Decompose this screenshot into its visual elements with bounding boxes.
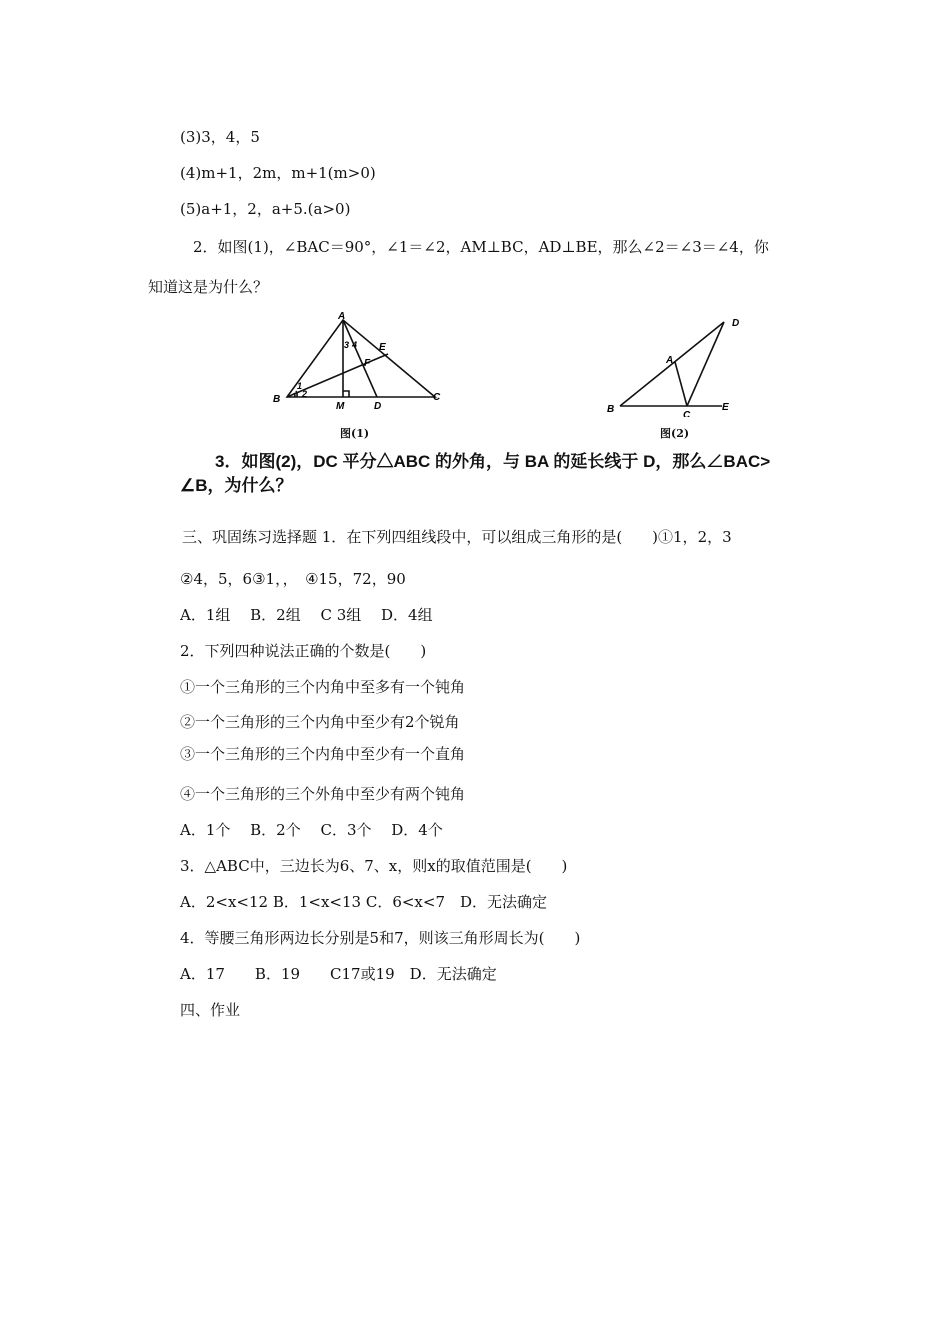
fig2-label-a: A bbox=[666, 355, 674, 366]
choices-3: A．2<x<12 B．1<x<13 C．6<x<7 D．无法确定 bbox=[180, 893, 548, 911]
fig1-label-b: B bbox=[273, 394, 281, 405]
choices-2: A．1个 B．2个 C．3个 D．4个 bbox=[180, 821, 443, 839]
line-4: (4)m+1，2m，m+1(m>0) bbox=[180, 164, 376, 182]
fig1-label-a: A bbox=[338, 311, 346, 322]
figure-2-diagram bbox=[600, 312, 750, 417]
choices-4: A．17 B．19 C17或19 D．无法确定 bbox=[180, 965, 497, 983]
statement-2: ②一个三角形的三个内角中至少有2个锐角 bbox=[180, 713, 460, 731]
figure-2-caption: 图(2) bbox=[660, 427, 690, 440]
question-2-line1: 2．如图(1)，∠BAC＝90°，∠1＝∠2，AM⊥BC，AD⊥BE，那么∠2＝∠3＝∠4，你 bbox=[193, 238, 769, 256]
question-3-line1: 3．如图(2)，DC 平分△ABC 的外角，与 BA 的延长线于 D，那么∠BAC> bbox=[215, 452, 771, 471]
problem-4: 4．等腰三角形两边长分别是5和7，则该三角形周长为( ) bbox=[180, 929, 581, 947]
fig2-label-d: D bbox=[732, 318, 740, 329]
choices-1: A．1组 B．2组 C 3组 D．4组 bbox=[180, 606, 433, 624]
question-2-line2: 知道这是为什么？ bbox=[148, 278, 269, 296]
fig2-label-c: C bbox=[683, 410, 691, 417]
fig1-label-2: 2 bbox=[302, 389, 308, 399]
fig1-label-f: F bbox=[364, 358, 371, 369]
figure-1-diagram bbox=[265, 308, 455, 418]
fig1-label-e: E bbox=[379, 342, 386, 353]
fig2-label-e: E bbox=[722, 402, 729, 413]
fig1-label-c: C bbox=[433, 392, 441, 403]
fig1-label-3: 3 bbox=[344, 340, 350, 350]
section-4-heading: 四、作业 bbox=[180, 1001, 241, 1019]
fig1-label-1: 1 bbox=[297, 381, 303, 391]
line-5: (5)a+1，2，a+5.(a>0) bbox=[180, 200, 351, 218]
section-3-heading: 三、巩固练习选择题 1．在下列四组线段中，可以组成三角形的是( )①1，2，3 bbox=[182, 528, 732, 546]
section-3-options: ②4，5，6③1，， ④15，72，90 bbox=[180, 570, 406, 588]
fig1-label-m: M bbox=[336, 401, 345, 412]
fig1-label-d: D bbox=[374, 401, 382, 412]
statement-4: ④一个三角形的三个外角中至少有两个钝角 bbox=[180, 785, 466, 803]
figure-1-caption: 图(1) bbox=[340, 427, 370, 440]
fig2-label-b: B bbox=[607, 404, 615, 415]
question-3-line2: ∠B，为什么？ bbox=[180, 476, 293, 495]
statement-1: ①一个三角形的三个内角中至多有一个钝角 bbox=[180, 678, 466, 696]
statement-3: ③一个三角形的三个内角中至少有一个直角 bbox=[180, 745, 466, 763]
problem-3: 3．△ABC中，三边长为6、7、x，则x的取值范围是( ) bbox=[180, 857, 568, 875]
line-3: (3)3，4，5 bbox=[180, 128, 260, 146]
problem-2: 2．下列四种说法正确的个数是( ) bbox=[180, 642, 427, 660]
fig1-label-4: 4 bbox=[352, 340, 358, 350]
